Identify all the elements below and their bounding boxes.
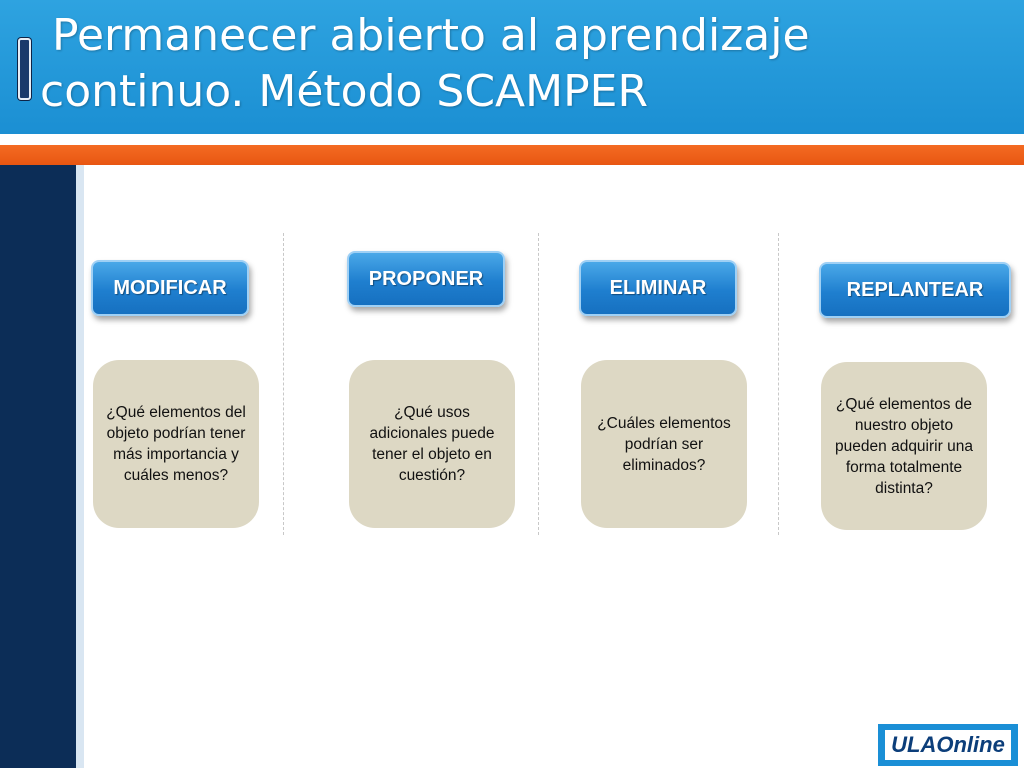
modificar-question-card	[93, 360, 259, 528]
replantear-question: ¿Qué elementos de nuestro objeto pueden adquirir una forma totalmente distinta?	[835, 395, 973, 497]
header-stripe	[0, 134, 1024, 142]
eliminar-button[interactable]: ELIMINAR	[579, 260, 737, 316]
column-divider	[778, 233, 779, 535]
slide-title-line1: Permanecer abierto al aprendizaje	[52, 10, 810, 61]
eliminar-question-card	[581, 360, 747, 528]
logo-text: ULAOnline	[885, 730, 1011, 760]
proponer-question-card	[349, 360, 515, 528]
proponer-button[interactable]: PROPONER	[347, 251, 505, 307]
replantear-question-card	[821, 362, 987, 530]
ula-online-logo	[876, 722, 1020, 768]
left-panel-edge	[76, 165, 84, 768]
column-divider	[283, 233, 284, 535]
modificar-question: ¿Qué elementos del objeto podrían tener más importancia y cuáles menos?	[106, 404, 246, 484]
column-divider	[538, 233, 539, 535]
proponer-question: ¿Qué usos adicionales puede tener el objeto en cuestión?	[369, 404, 495, 484]
left-side-panel	[0, 165, 76, 768]
slide-title	[40, 8, 980, 120]
modificar-button[interactable]: MODIFICAR	[91, 260, 249, 316]
title-accent-mark	[18, 38, 31, 100]
orange-accent-bar	[0, 145, 1024, 165]
eliminar-question: ¿Cuáles elementos podrían ser eliminados?	[597, 414, 731, 474]
replantear-button[interactable]: REPLANTEAR	[819, 262, 1011, 318]
slide-title-line2: continuo. Método SCAMPER	[40, 66, 649, 117]
